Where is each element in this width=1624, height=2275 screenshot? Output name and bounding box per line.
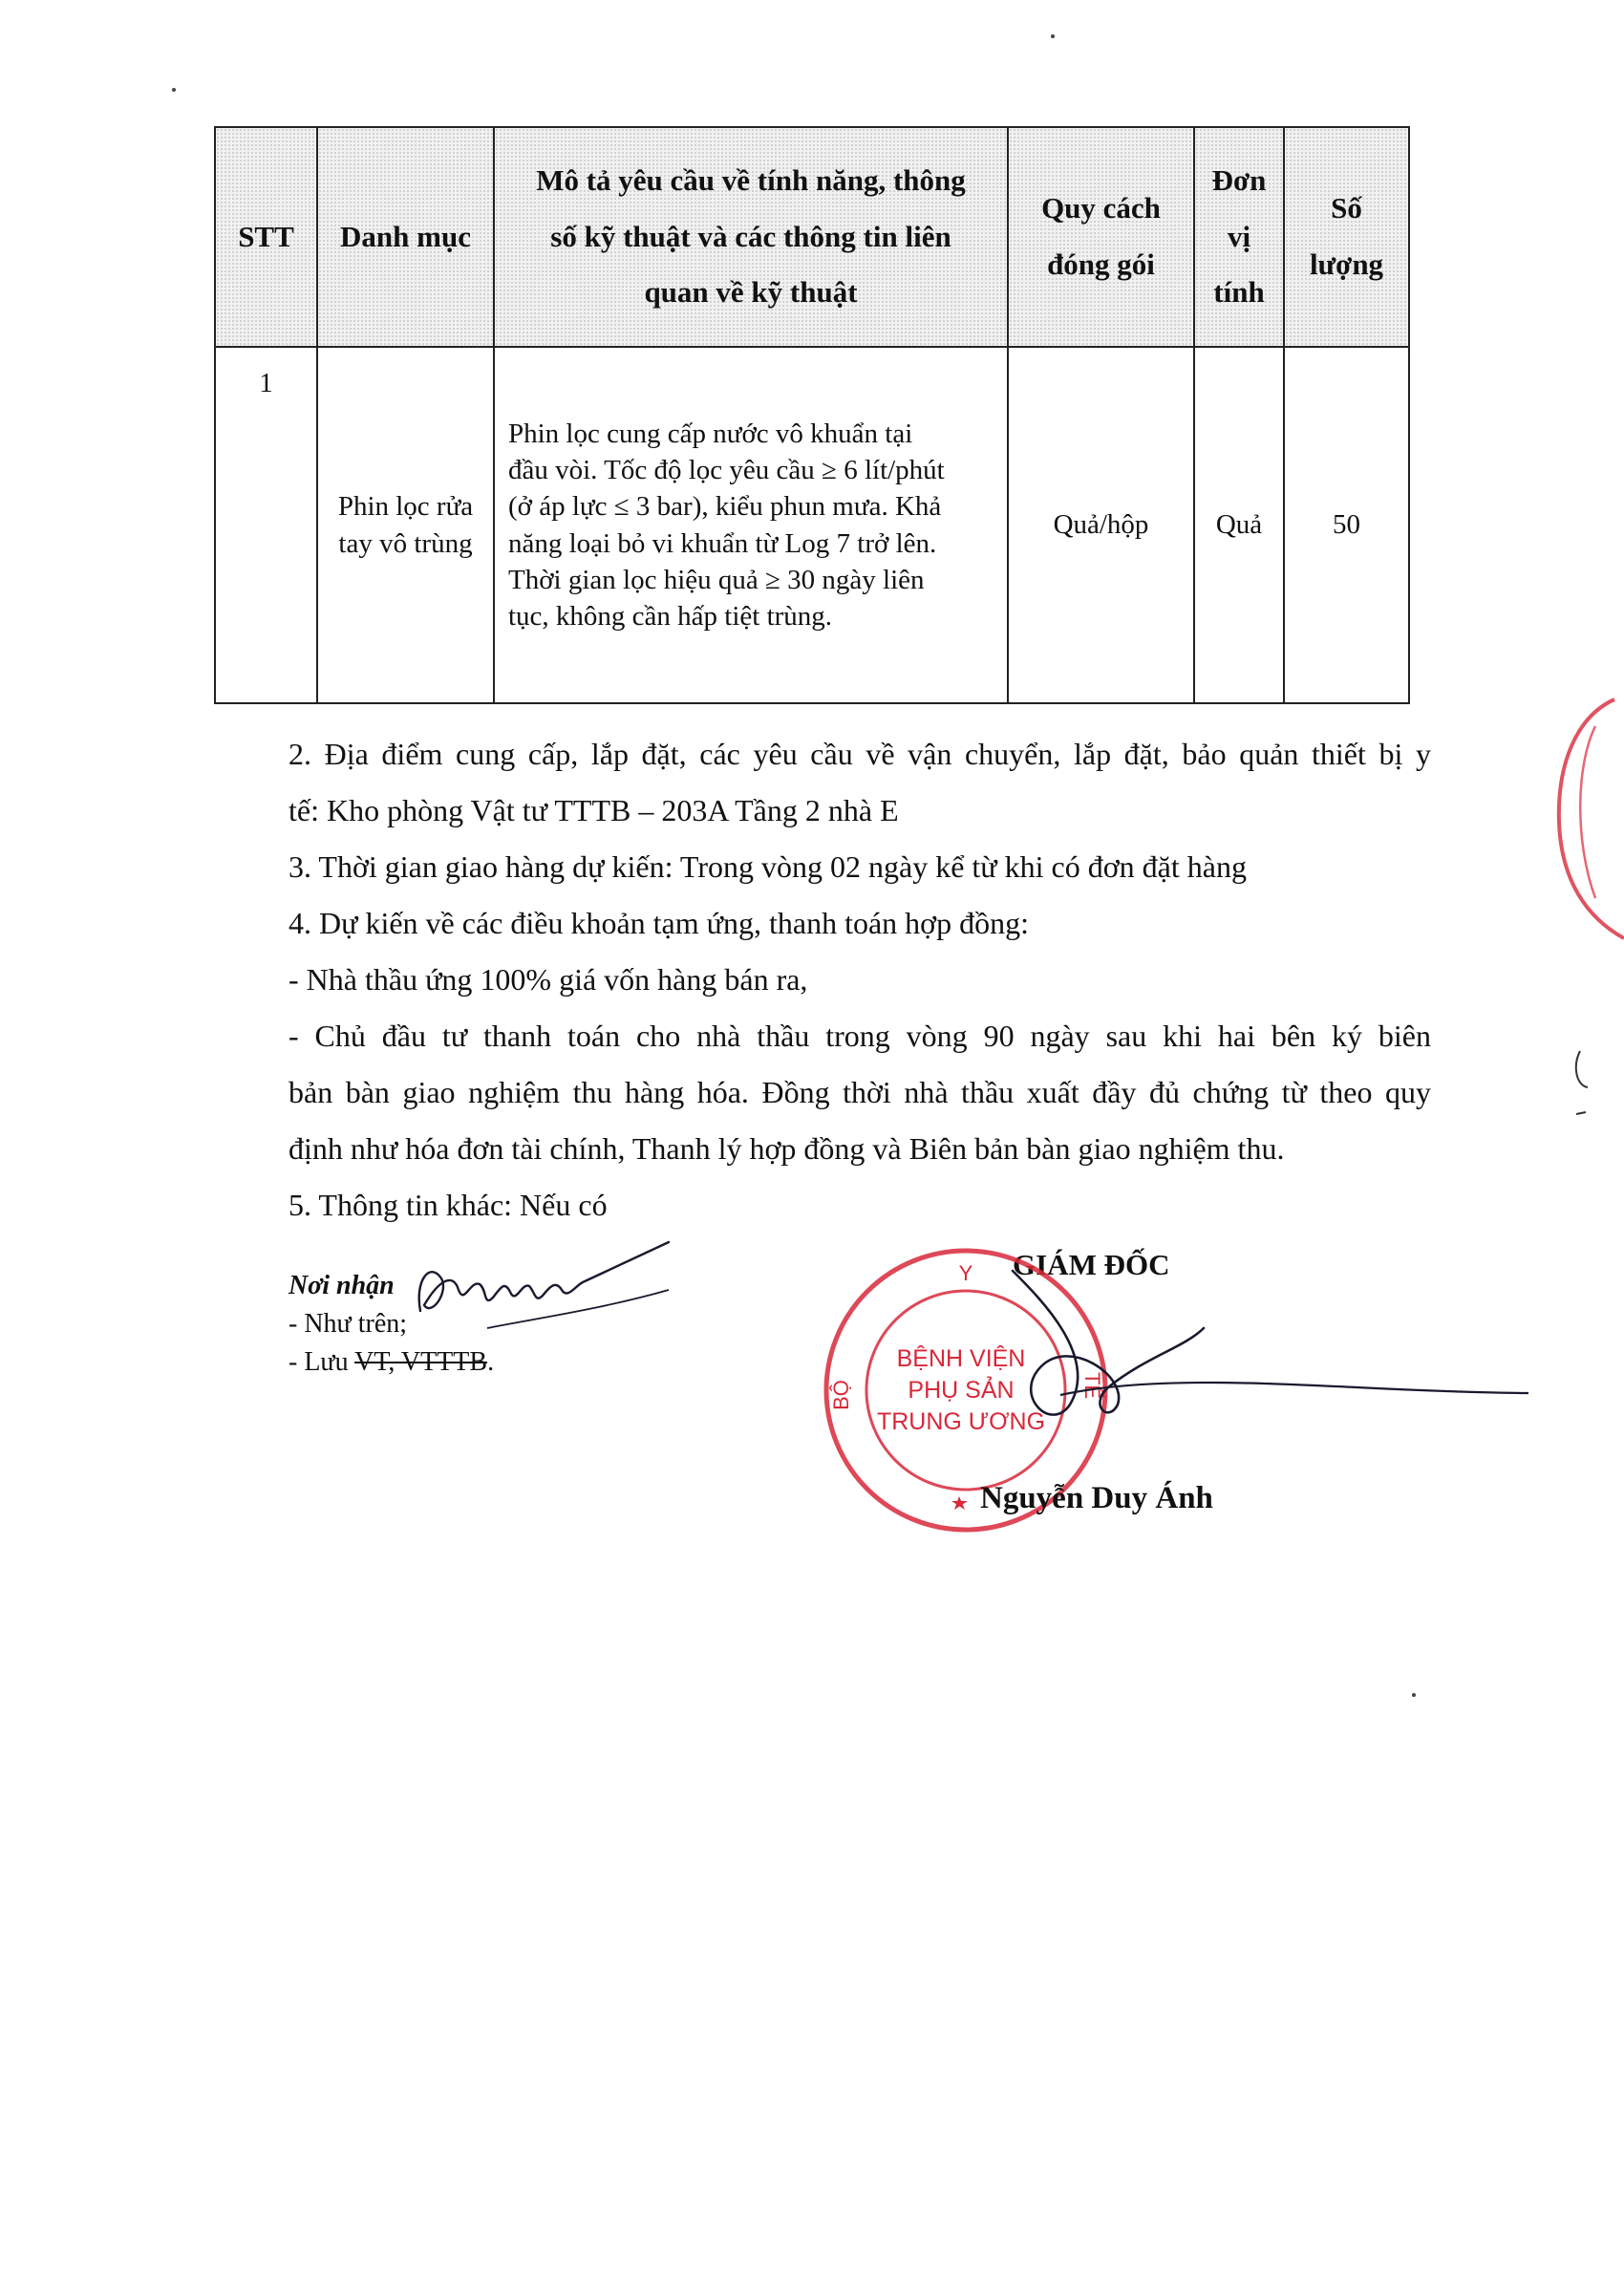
cell-category: [317, 347, 494, 703]
section-4: 4. Dự kiến về các điều khoản tạm ứng, thanh toán hợp đồng:: [288, 906, 1029, 940]
table-header-row: [215, 127, 1409, 347]
cell-unit: Quả: [1194, 347, 1284, 703]
header-packaging: [1008, 127, 1194, 347]
header-unit-line: Đơn: [1211, 162, 1267, 197]
cell-description: [494, 347, 1008, 703]
signature-name: Nguyễn Duy Ánh: [980, 1481, 1213, 1515]
section-3: 3. Thời gian giao hàng dự kiến: Trong vòng 02 ngày kể từ khi có đơn đặt hàng: [288, 849, 1247, 884]
stamp-ring-text: BỘ: [829, 1380, 853, 1410]
header-quantity: [1284, 127, 1409, 347]
stamp-line: PHỤ SẢN: [908, 1377, 1015, 1404]
header-unit-line: tính: [1213, 275, 1265, 310]
recipients-title: Nơi nhận: [288, 1271, 395, 1300]
scan-speck: [1412, 1693, 1416, 1697]
section-2-line-2: tế: Kho phòng Vật tư TTTB – 203A Tầng 2 nhà E: [288, 793, 899, 827]
cell-quantity: 50: [1284, 347, 1409, 703]
scan-speck: [1051, 34, 1055, 38]
header-category: Danh mục: [317, 127, 494, 347]
cell-packaging: Quả/hộp: [1008, 347, 1194, 703]
edge-stamp-fragment-icon: [1538, 688, 1624, 975]
header-quantity-line: Số: [1331, 191, 1362, 225]
header-stt: STT: [215, 127, 317, 347]
payment-bullet-2-line-2: bản bàn giao nghiệm thu hàng hóa. Đồng thời nhà thầu xuất đầy đủ chứng từ theo quy: [288, 1075, 1431, 1109]
recipient-item: - Lưu VT, VTTTB.: [288, 1347, 495, 1377]
header-description-line: quan về kỹ thuật: [644, 275, 858, 310]
header-unit-line: vị: [1227, 219, 1251, 253]
header-packaging-line: Quy cách: [1041, 191, 1161, 225]
stamp-ring-text: Y: [958, 1261, 973, 1285]
stamp-ring-text: TẾ: [1080, 1371, 1104, 1400]
header-quantity-line: lượng: [1309, 247, 1384, 281]
cell-description-line: đầu vòi. Tốc độ lọc yêu cầu ≥ 6 lít/phút: [508, 454, 945, 485]
cell-stt: 1: [215, 347, 317, 703]
edge-mark-icon: [1567, 1032, 1624, 1127]
header-description-line: số kỹ thuật và các thông tin liên: [550, 219, 951, 253]
payment-bullet-2-line-3: định như hóa đơn tài chính, Thanh lý hợp đồng và Biên bản bàn giao nghiệm thu.: [288, 1131, 1285, 1166]
stamp-line: BỆNH VIỆN: [896, 1345, 1026, 1372]
cell-description-line: tục, không cần hấp tiệt trùng.: [508, 601, 833, 633]
cell-description-line: (ở áp lực ≤ 3 bar), kiểu phun mưa. Khả: [508, 491, 942, 523]
table-row: [215, 347, 1409, 703]
header-description-line: Mô tả yêu cầu về tính năng, thông: [536, 162, 966, 197]
header-description: [494, 127, 1008, 347]
scan-speck: [172, 88, 176, 92]
payment-bullet-1: - Nhà thầu ứng 100% giá vốn hàng bán ra,: [288, 962, 808, 997]
spec-table: [214, 126, 1410, 704]
cell-description-line: năng loại bỏ vi khuẩn từ Log 7 trở lên.: [508, 527, 937, 559]
header-packaging-line: đóng gói: [1047, 247, 1155, 281]
cell-category-line: tay vô trùng: [338, 527, 473, 559]
cell-description-line: Phin lọc cung cấp nước vô khuẩn tại: [508, 418, 913, 449]
recipient-item: - Như trên;: [288, 1309, 408, 1339]
initials-signature-icon: [382, 1223, 688, 1347]
stamp-line: TRUNG ƯƠNG: [876, 1408, 1046, 1435]
cell-description-line: Thời gian lọc hiệu quả ≥ 30 ngày liên: [508, 564, 925, 595]
signature-title: GIÁM ĐỐC: [1013, 1248, 1170, 1281]
payment-bullet-2-line-1: - Chủ đầu tư thanh toán cho nhà thầu trong vòng 90 ngày sau khi hai bên ký biên: [288, 1019, 1431, 1053]
header-unit: [1194, 127, 1284, 347]
cell-category-line: Phin lọc rửa: [337, 491, 474, 523]
section-2-line-1: 2. Địa điểm cung cấp, lắp đặt, các yêu cầu về vận chuyển, lắp đặt, bảo quản thiết bị y: [288, 737, 1431, 771]
body-text: [288, 726, 1431, 1234]
section-5: 5. Thông tin khác: Nếu có: [288, 1188, 608, 1222]
director-signature-icon: [955, 1261, 1548, 1452]
